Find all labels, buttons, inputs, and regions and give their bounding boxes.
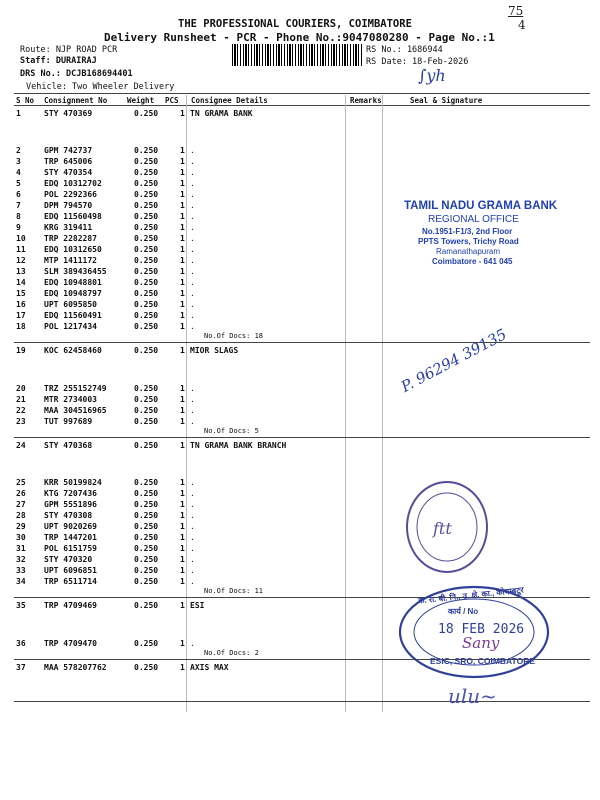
row-consignee: . bbox=[190, 533, 195, 543]
row-pcs: 1 bbox=[180, 522, 185, 532]
row-consignee: . bbox=[190, 489, 195, 499]
row-consignee: . bbox=[190, 500, 195, 510]
row-weight: 0.250 bbox=[134, 146, 159, 156]
row-pcs: 1 bbox=[180, 577, 185, 587]
staff-label: Staff: DURAIRAJ bbox=[20, 56, 97, 66]
row-consignee: . bbox=[190, 234, 195, 244]
col-weight: Weight bbox=[127, 96, 155, 105]
row-pcs: 1 bbox=[180, 278, 185, 288]
row-consignee: . bbox=[190, 478, 195, 488]
row-consignee: . bbox=[190, 245, 195, 255]
row-consignee: TN GRAMA BANK bbox=[190, 109, 253, 118]
col-pcs: PCS bbox=[165, 96, 179, 105]
row-sno: 2 bbox=[16, 146, 21, 156]
row-weight: 0.250 bbox=[134, 300, 159, 310]
row-consignee: . bbox=[190, 190, 195, 200]
row-consignee: . bbox=[190, 522, 195, 532]
row-sno: 25 bbox=[16, 478, 26, 488]
row-weight: 0.250 bbox=[134, 234, 159, 244]
row-consignee: . bbox=[190, 278, 195, 288]
row-sno: 6 bbox=[16, 190, 21, 200]
row-sno: 34 bbox=[16, 577, 26, 587]
row-weight: 0.250 bbox=[134, 416, 159, 426]
corner-note-bottom: 4 bbox=[518, 18, 526, 32]
esic-stamp-label: ESIC, SRO, COIMBATORE bbox=[430, 656, 536, 666]
row-consignee: . bbox=[190, 511, 195, 521]
row-consignment: KOC 62458460 bbox=[44, 346, 102, 356]
row-consignee: . bbox=[190, 544, 195, 554]
docs-count: No.Of Docs: 5 bbox=[204, 426, 259, 435]
row-pcs: 1 bbox=[180, 478, 185, 488]
row-consignment: POL 2292366 bbox=[44, 190, 97, 200]
barcode bbox=[232, 44, 362, 66]
row-consignment: TRP 4709470 bbox=[44, 638, 97, 648]
row-weight: 0.250 bbox=[134, 168, 159, 178]
row-weight: 0.250 bbox=[134, 346, 159, 356]
row-sno: 29 bbox=[16, 522, 26, 532]
row-sno: 36 bbox=[16, 638, 26, 648]
row-pcs: 1 bbox=[180, 190, 185, 200]
row-consignment: TRP 645006 bbox=[44, 157, 93, 167]
row-weight: 0.250 bbox=[134, 383, 159, 393]
row-consignment: TRP 6511714 bbox=[44, 577, 97, 587]
row-pcs: 1 bbox=[180, 179, 185, 189]
corner-note bbox=[508, 4, 526, 32]
row-consignee: . bbox=[190, 555, 195, 565]
row-pcs: 1 bbox=[180, 234, 185, 244]
header-top-rule bbox=[14, 93, 590, 94]
esic-stamp-date: 18 FEB 2026 bbox=[438, 622, 525, 637]
row-consignment: MAA 304516965 bbox=[44, 405, 107, 415]
row-sno: 15 bbox=[16, 289, 26, 299]
row-consignment: TRP 1447201 bbox=[44, 533, 97, 543]
company-title: THE PROFESSIONAL COURIERS, COIMBATORE bbox=[178, 18, 412, 30]
row-sno: 28 bbox=[16, 511, 26, 521]
bank-stamp-office: REGIONAL OFFICE bbox=[428, 214, 519, 225]
axis-signature: ulu~ bbox=[448, 684, 497, 708]
row-sno: 4 bbox=[16, 168, 21, 178]
row-consignment: EDQ 10312702 bbox=[44, 179, 102, 189]
row-pcs: 1 bbox=[180, 168, 185, 178]
bank-stamp-name: TAMIL NADU GRAMA BANK bbox=[404, 200, 558, 212]
row-sno: 10 bbox=[16, 234, 26, 244]
row-consignment: MAA 578207762 bbox=[44, 662, 107, 672]
row-weight: 0.250 bbox=[134, 511, 159, 521]
row-consignment: TRZ 255152749 bbox=[44, 383, 107, 393]
row-pcs: 1 bbox=[180, 489, 185, 499]
row-weight: 0.250 bbox=[134, 278, 159, 288]
row-consignment: MTR 2734003 bbox=[44, 394, 97, 404]
row-pcs: 1 bbox=[180, 662, 185, 672]
row-consignee: . bbox=[190, 322, 195, 332]
row-consignment: KTG 7207436 bbox=[44, 489, 97, 499]
row-sno: 3 bbox=[16, 157, 21, 167]
row-consignment: MTP 1411172 bbox=[44, 256, 97, 266]
row-pcs: 1 bbox=[180, 533, 185, 543]
row-sno: 27 bbox=[16, 500, 26, 510]
row-consignment: EDQ 11560491 bbox=[44, 311, 102, 321]
row-weight: 0.250 bbox=[134, 109, 159, 118]
row-consignment: UPT 6095850 bbox=[44, 300, 97, 310]
row-weight: 0.250 bbox=[134, 662, 159, 672]
row-consignee: . bbox=[190, 212, 195, 222]
row-weight: 0.250 bbox=[134, 311, 159, 321]
col-sno: S No bbox=[16, 96, 35, 105]
row-consignee: . bbox=[190, 289, 195, 299]
row-pcs: 1 bbox=[180, 394, 185, 404]
row-weight: 0.250 bbox=[134, 322, 159, 332]
table-bottom-rule bbox=[14, 701, 590, 702]
row-consignment: STY 470369 bbox=[44, 109, 93, 118]
row-weight: 0.250 bbox=[134, 289, 159, 299]
row-consignment: KRR 50199824 bbox=[44, 478, 102, 488]
row-weight: 0.250 bbox=[134, 223, 159, 233]
row-sno: 24 bbox=[16, 440, 26, 450]
row-weight: 0.250 bbox=[134, 478, 159, 488]
row-consignee: . bbox=[190, 146, 195, 156]
row-weight: 0.250 bbox=[134, 267, 159, 277]
row-consignment: STY 470320 bbox=[44, 555, 93, 565]
row-consignment: EDQ 10948797 bbox=[44, 289, 102, 299]
docs-count: No.Of Docs: 11 bbox=[204, 587, 264, 596]
row-pcs: 1 bbox=[180, 416, 185, 426]
row-pcs: 1 bbox=[180, 346, 185, 356]
esic-stamp-devanagari: क. रा. बी. नि., उ. क्षे. का., कोयम्बटूर bbox=[417, 585, 525, 606]
row-consignee: . bbox=[190, 394, 195, 404]
row-sno: 31 bbox=[16, 544, 26, 554]
row-pcs: 1 bbox=[180, 311, 185, 321]
row-pcs: 1 bbox=[180, 201, 185, 211]
row-pcs: 1 bbox=[180, 322, 185, 332]
row-pcs: 1 bbox=[180, 601, 185, 611]
row-consignee: . bbox=[190, 201, 195, 211]
row-weight: 0.250 bbox=[134, 157, 159, 167]
rs-date: RS Date: 18-Feb-2026 bbox=[366, 57, 469, 67]
esic-stamp-inward: कार्य / No bbox=[448, 607, 479, 616]
row-consignment: TRP 2282287 bbox=[44, 234, 97, 244]
row-sno: 30 bbox=[16, 533, 26, 543]
bank-stamp-line3: Ramanathapuram bbox=[436, 247, 501, 256]
row-consignee: . bbox=[190, 168, 195, 178]
row-weight: 0.250 bbox=[134, 405, 159, 415]
row-consignment: EDQ 10312650 bbox=[44, 245, 102, 255]
row-pcs: 1 bbox=[180, 405, 185, 415]
row-consignee: . bbox=[190, 157, 195, 167]
row-consignment: GPM 742737 bbox=[44, 146, 93, 156]
row-consignee: . bbox=[190, 383, 195, 393]
row-weight: 0.250 bbox=[134, 190, 159, 200]
row-pcs: 1 bbox=[180, 383, 185, 393]
row-weight: 0.250 bbox=[134, 577, 159, 587]
corner-note-top: 75 bbox=[508, 4, 524, 18]
row-pcs: 1 bbox=[180, 267, 185, 277]
row-consignee: ESI bbox=[190, 601, 205, 611]
header-signature: ∫yh bbox=[418, 66, 446, 85]
row-consignment: DPM 794570 bbox=[44, 201, 93, 211]
branch-stamp bbox=[403, 478, 491, 576]
runsheet-subtitle: Delivery Runsheet - PCR - Phone No.:9047080280 - Page No.:1 bbox=[104, 31, 495, 44]
row-sno: 33 bbox=[16, 566, 26, 576]
row-sno: 12 bbox=[16, 256, 26, 266]
row-sno: 17 bbox=[16, 311, 26, 321]
row-weight: 0.250 bbox=[134, 256, 159, 266]
row-weight: 0.250 bbox=[134, 544, 159, 554]
row-consignee: AXIS MAX bbox=[190, 662, 229, 672]
row-pcs: 1 bbox=[180, 500, 185, 510]
row-pcs: 1 bbox=[180, 566, 185, 576]
row-sno: 5 bbox=[16, 179, 21, 189]
drs-number: DRS No.: DCJB168694401 bbox=[20, 69, 133, 79]
row-consignee: . bbox=[190, 311, 195, 321]
row-pcs: 1 bbox=[180, 300, 185, 310]
row-consignment: STY 470308 bbox=[44, 511, 93, 521]
group-separator bbox=[14, 437, 590, 438]
row-weight: 0.250 bbox=[134, 245, 159, 255]
row-weight: 0.250 bbox=[134, 500, 159, 510]
row-weight: 0.250 bbox=[134, 394, 159, 404]
handwritten-phone: P. 96294 39135 bbox=[398, 325, 510, 396]
row-consignment: TRP 4709469 bbox=[44, 601, 97, 611]
row-weight: 0.250 bbox=[134, 212, 159, 222]
row-sno: 11 bbox=[16, 245, 26, 255]
row-pcs: 1 bbox=[180, 212, 185, 222]
row-consignment: UPT 6096851 bbox=[44, 566, 97, 576]
row-pcs: 1 bbox=[180, 440, 185, 450]
col-divider bbox=[345, 95, 346, 712]
row-sno: 19 bbox=[16, 346, 26, 356]
row-weight: 0.250 bbox=[134, 522, 159, 532]
row-pcs: 1 bbox=[180, 555, 185, 565]
row-sno: 16 bbox=[16, 300, 26, 310]
row-consignee: . bbox=[190, 179, 195, 189]
row-consignee: . bbox=[190, 577, 195, 587]
row-weight: 0.250 bbox=[134, 638, 159, 648]
row-weight: 0.250 bbox=[134, 555, 159, 565]
row-pcs: 1 bbox=[180, 223, 185, 233]
row-weight: 0.250 bbox=[134, 601, 159, 611]
row-sno: 13 bbox=[16, 267, 26, 277]
row-consignment: POL 1217434 bbox=[44, 322, 97, 332]
row-sno: 26 bbox=[16, 489, 26, 499]
col-consignee: Consignee Details bbox=[191, 96, 268, 105]
row-consignment: SLM 389436455 bbox=[44, 267, 107, 277]
row-sno: 22 bbox=[16, 405, 26, 415]
row-consignment: EDQ 10948801 bbox=[44, 278, 102, 288]
row-pcs: 1 bbox=[180, 245, 185, 255]
bank-stamp-line1: No.1951-F1/3, 2nd Floor bbox=[422, 227, 513, 236]
row-pcs: 1 bbox=[180, 256, 185, 266]
col-seal: Seal & Signature bbox=[410, 96, 483, 105]
col-remarks: Remarks bbox=[350, 96, 382, 105]
row-pcs: 1 bbox=[180, 638, 185, 648]
row-consignee: TN GRAMA BANK BRANCH bbox=[190, 440, 287, 450]
col-consignment: Consignment No bbox=[44, 96, 108, 105]
row-sno: 14 bbox=[16, 278, 26, 288]
row-weight: 0.250 bbox=[134, 566, 159, 576]
row-pcs: 1 bbox=[180, 146, 185, 156]
row-sno: 7 bbox=[16, 201, 21, 211]
col-divider bbox=[382, 95, 383, 712]
row-sno: 8 bbox=[16, 212, 21, 222]
row-sno: 37 bbox=[16, 662, 26, 672]
row-sno: 32 bbox=[16, 555, 26, 565]
row-sno: 23 bbox=[16, 416, 26, 426]
row-pcs: 1 bbox=[180, 544, 185, 554]
row-pcs: 1 bbox=[180, 511, 185, 521]
row-pcs: 1 bbox=[180, 157, 185, 167]
row-consignee: . bbox=[190, 566, 195, 576]
vehicle-label: Vehicle: Two Wheeler Delivery bbox=[26, 82, 175, 92]
row-consignee: . bbox=[190, 256, 195, 266]
rs-number: RS No.: 1686944 bbox=[366, 45, 443, 55]
row-weight: 0.250 bbox=[134, 533, 159, 543]
row-pcs: 1 bbox=[180, 289, 185, 299]
row-sno: 21 bbox=[16, 394, 26, 404]
row-sno: 20 bbox=[16, 383, 26, 393]
bank-stamp-line2: PPTS Towers, Trichy Road bbox=[418, 237, 519, 246]
row-weight: 0.250 bbox=[134, 201, 159, 211]
esic-signature: Sany bbox=[462, 634, 500, 652]
row-consignment: STY 470368 bbox=[44, 440, 93, 450]
row-consignment: STY 470354 bbox=[44, 168, 93, 178]
row-consignment: POL 6151759 bbox=[44, 544, 97, 554]
row-sno: 35 bbox=[16, 601, 26, 611]
col-divider bbox=[186, 95, 187, 712]
row-weight: 0.250 bbox=[134, 179, 159, 189]
row-consignee: . bbox=[190, 300, 195, 310]
row-consignee: . bbox=[190, 223, 195, 233]
bank-stamp-line4: Coimbatore - 641 045 bbox=[432, 257, 513, 266]
row-consignment: KRG 319411 bbox=[44, 223, 93, 233]
row-consignment: EDQ 11560498 bbox=[44, 212, 102, 222]
row-consignee: . bbox=[190, 638, 195, 648]
row-sno: 18 bbox=[16, 322, 26, 332]
row-consignee: . bbox=[190, 405, 195, 415]
branch-stamp-scribble: ftt bbox=[433, 519, 452, 538]
route-label: Route: NJP ROAD PCR bbox=[20, 45, 118, 55]
row-pcs: 1 bbox=[180, 109, 185, 118]
docs-count: No.Of Docs: 2 bbox=[204, 648, 259, 657]
row-consignment: GPM 5551896 bbox=[44, 500, 97, 510]
row-sno: 9 bbox=[16, 223, 21, 233]
docs-count: No.Of Docs: 18 bbox=[204, 332, 264, 341]
row-consignee: . bbox=[190, 416, 195, 426]
row-consignment: TUT 997689 bbox=[44, 416, 93, 426]
row-weight: 0.250 bbox=[134, 489, 159, 499]
row-consignment: UPT 9020269 bbox=[44, 522, 97, 532]
row-sno: 1 bbox=[16, 109, 21, 118]
header-bottom-rule bbox=[14, 105, 590, 106]
row-weight: 0.250 bbox=[134, 440, 159, 450]
row-consignee: . bbox=[190, 267, 195, 277]
row-consignee: MIOR SLAGS bbox=[190, 346, 239, 356]
